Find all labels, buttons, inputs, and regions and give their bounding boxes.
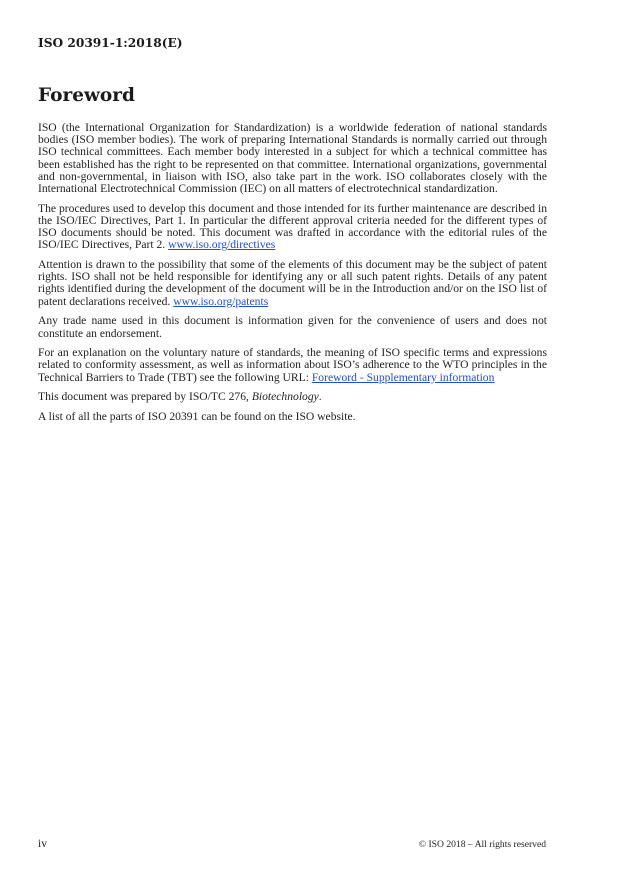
- paragraph-parts-list: A list of all the parts of ISO 20391 can be found on the ISO website.: [38, 410, 356, 424]
- paragraph-patents: [38, 259, 547, 308]
- prepared-by-end: .: [318, 390, 322, 404]
- paragraph-voluntary-nature-text: For an explanation on the voluntary nature of standards, the meaning of ISO specific terms and expressions related to conformity assessment, as well as information about ISO’s adherence to the WTO principles in the Technical Barriers to Trade (TBT) see the following URL:: [38, 346, 547, 384]
- patents-link[interactable]: www.iso.org/patents: [173, 294, 269, 308]
- supplementary-information-link[interactable]: Foreword - Supplementary information: [311, 370, 495, 384]
- copyright-notice: © ISO 2018 – All rights reserved: [418, 839, 546, 850]
- paragraph-voluntary-nature: [38, 347, 547, 384]
- committee-name: Biotechnology: [251, 390, 319, 404]
- paragraph-iso-federation: ISO (the International Organization for Standardization) is a worldwide federation of national standards bodies (ISO member bodies). The work of preparing International Standards is normally carried out through ISO technical committees. Each member body interested in a subject for which a technical committee has been established has the right to be represented on that committee. International organizations, governmental and non-governmental, in liaison with ISO, also take part in the work. ISO collaborates closely with the International Electrotechnical Commission (IEC) on all matters of electrotechnical standardization.: [38, 121, 547, 196]
- paragraph-prepared-by: [38, 391, 547, 403]
- page-title: Foreword: [38, 85, 135, 106]
- document-header-id: ISO 20391-1:2018(E): [38, 36, 183, 50]
- paragraph-trade-name: Any trade name used in this document is information given for the convenience of users and does not constitute an endorsement.: [38, 314, 547, 340]
- paragraph-procedures-text: The procedures used to develop this document and those intended for its further maintenance are described in the ISO/IEC Directives, Part 1. In particular the different approval criteria needed for the different types of ISO documents should be noted. This document was drafted in accordance with the editorial rules of the ISO/IEC Directives, Part 2.: [38, 201, 547, 252]
- page-number: iv: [38, 838, 47, 850]
- prepared-by-text: This document was prepared by ISO/TC 276,: [38, 390, 249, 404]
- foreword-body: [38, 122, 547, 431]
- directives-link[interactable]: www.iso.org/directives: [168, 238, 276, 252]
- paragraph-patents-text: Attention is drawn to the possibility that some of the elements of this document may be the subject of patent rights. ISO shall not be held responsible for identifying any or all such patent rights. Details of any patent rights identified during the development of the document will be in the Introduction and/or on the ISO list of patent declarations received.: [38, 258, 547, 308]
- paragraph-procedures: [38, 203, 547, 252]
